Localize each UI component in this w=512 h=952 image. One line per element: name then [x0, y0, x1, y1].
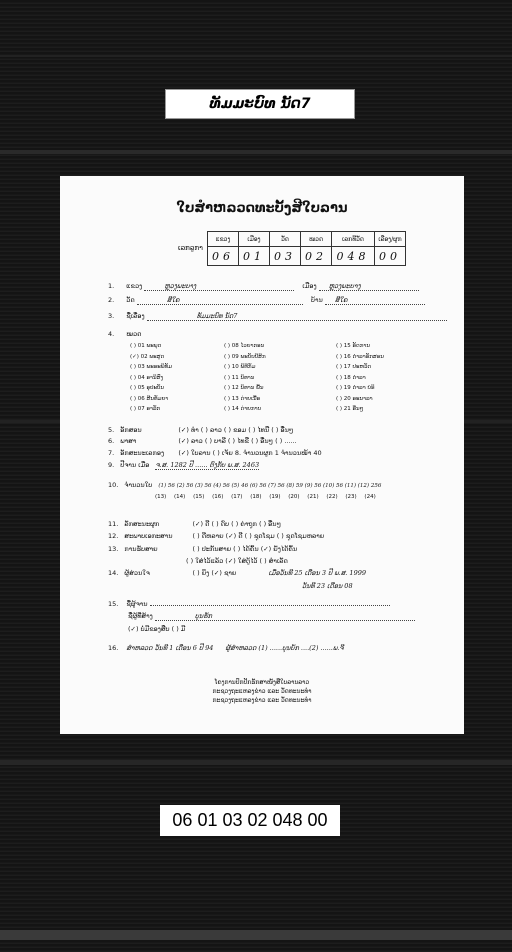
category-option: ( ) 18 ດໍາລາ — [336, 374, 366, 381]
category-option: ( ) 09 ພະບັບບີສິກ — [224, 353, 266, 360]
category-label: ໝວດ — [126, 330, 142, 338]
row-condition — [108, 532, 324, 540]
surveyor-names: ຜູ້ສຳຫລວດ (1) ......ບຸນບັກ ....(2) ......ພ.ຈີ — [225, 644, 344, 652]
script-label: ອັກສອນ — [120, 426, 142, 434]
sponsor-value: ບຸນຮັກ — [155, 612, 415, 621]
script-options: (✓) ທຳ ( ) ລາວ ( ) ຂອມ ( ) ໄທນື ( ) ອື່ນໆ — [178, 426, 294, 434]
footer-line: ກະຊວງຖະແຫລງຂ່າວ ແລະ ວັດທະນະທຳ — [212, 688, 312, 695]
language-label: ພາສາ — [120, 437, 137, 445]
code-digit-cell: 00 — [375, 247, 406, 266]
village-label: ບ້ານ — [310, 296, 323, 304]
province-label: ແຂວງ — [126, 282, 143, 290]
writer-value-line — [150, 605, 390, 606]
code-header-cell: ວັດ — [270, 232, 301, 247]
row-number: 11. — [108, 520, 119, 528]
row-leaf-count — [108, 481, 381, 489]
row-caretaker — [108, 569, 366, 577]
category-option: (✓) 02 ພະສູດ — [130, 353, 165, 360]
code-header-cell: ເລກທີວັດ — [332, 232, 375, 247]
code-header-cell: ເມືອງ — [239, 232, 270, 247]
row-number: 1. — [108, 282, 115, 290]
bundle-type-label: ລັກສະນະຜູກ — [124, 520, 160, 528]
code-digit-cell: 048 — [332, 247, 375, 266]
category-option: ( ) 15 ອັດການ — [336, 343, 370, 349]
category-column-2 — [224, 341, 334, 415]
footer-line: ໂຄງການປົກປັກຮັກສາໜັງສືໃບລານລາວ — [214, 679, 310, 686]
code-digit-cell: 06 — [208, 247, 239, 266]
temple-value: ສີໃຄ — [137, 296, 303, 305]
row-number: 6. — [108, 437, 115, 445]
category-option: ( ) 16 ດໍາລາອັກສອນ — [336, 353, 384, 360]
row-number: 4. — [108, 330, 115, 338]
code-digits-row — [208, 247, 406, 266]
category-option: ( ) 08 ໄວຍາກອນ — [224, 343, 265, 349]
row-number: 2. — [108, 296, 115, 304]
row-bundle-type — [108, 520, 281, 528]
row-temple — [108, 296, 425, 305]
village-value: ສີໃຄ — [325, 296, 425, 305]
province-value: ຫຼວງພະບາງ — [144, 282, 294, 291]
footer-line: ກະຊວງຖະແຫລງຂ່າວ ແລະ ວັດທະນະທຳ — [212, 697, 312, 704]
district-label: ເມືອງ — [302, 282, 317, 290]
code-header-row — [208, 232, 406, 247]
code-digit-cell: 01 — [239, 247, 270, 266]
row-number: 9. — [108, 461, 115, 469]
code-digit-cell: 03 — [270, 247, 301, 266]
category-option: ( ) 21 ອື່ນໆ — [336, 406, 364, 412]
material-label: ອັກສະນະເລກອງ — [120, 449, 165, 457]
category-option: ( ) 07 ອາລັກ — [130, 406, 161, 412]
condition-label: ສະພາບເອກະສານ — [124, 532, 173, 540]
preservation-options-2: ( ) ໃສ່ໄວ້ແລ້ວ (✓) ໃສ່ຕູ້ໄວ້ ( ) ສຳເລັດ — [186, 557, 288, 565]
row-category — [108, 330, 141, 338]
preservation-label: ການຮັບສາຍ — [124, 545, 158, 553]
date-written-value: ຈ.ສ. 1282 ປີ ...... ຕົງກັບ ພ.ສ. 2463 — [155, 461, 260, 469]
form-title: ໃບສຳຫລວດທະບັ້ງສີໃບລານ — [176, 201, 348, 216]
row-number: 12. — [108, 532, 119, 540]
category-option: ( ) 05 ອຸປະບັນ — [130, 385, 164, 391]
code-table — [207, 231, 406, 266]
category-option: ( ) 01 ພະພຸດ — [130, 343, 162, 349]
writer-label: ຊື່ຜູ້ຈານ — [126, 600, 148, 608]
category-option: ( ) 03 ພະອະພິທັມ — [130, 364, 172, 370]
category-option: ( ) 04 ອານິສົງ — [130, 374, 164, 381]
row-writer — [108, 600, 390, 608]
row-province — [108, 282, 419, 291]
row-date-written — [108, 461, 259, 470]
category-column-3 — [336, 341, 446, 415]
code-header-cell: ໝວດ — [301, 232, 332, 247]
survey-date: ສຳຫລວດ ວັນທີ 1 ເດືອນ 6 ປີ 94 — [126, 644, 214, 652]
survey-form-sheet — [60, 176, 464, 734]
row-number: 16. — [108, 644, 119, 652]
row-number: 14. — [108, 569, 119, 577]
row-preservation — [108, 545, 297, 553]
story-title-label: ຊື່ເລື່ອງ — [126, 312, 145, 320]
caretaker-date: ເມື່ອວັນທີ 25 ເດືອນ 3 ປີ ພ.ສ. 1999 — [268, 569, 366, 577]
row-number: 13. — [108, 545, 119, 553]
leaf-count-label: ຈຳນວນໃບ — [124, 481, 153, 489]
top-title-label: ທັມມະບົທ ນັດ7 — [165, 89, 355, 119]
preservation-options: ( ) ປະກັນສາຍ ( ) ໄດ້ຄົ້ນ (✓) ຍັງໄດ້ຄົ້ນ — [192, 545, 298, 553]
row-material — [108, 449, 322, 457]
language-options: (✓) ລາວ ( ) ບາລີ ( ) ໄທຂື ( ) ອື່ນໆ ( ) ...... — [178, 437, 297, 445]
row-number: 7. — [108, 449, 115, 457]
category-option: ( ) 10 ພິທີກັມ — [224, 364, 256, 370]
row-number: 10. — [108, 481, 119, 489]
caretaker-options: ( ) ຍິງ (✓) ຊາຍ — [192, 569, 237, 577]
category-option: ( ) 19 ດໍາລາ ບໍຣິ — [336, 385, 375, 391]
code-header-cell: ແຂວງ — [208, 232, 239, 247]
district-value: ຫຼວງພະບາງ — [319, 282, 419, 291]
story-title-value: ທັມມະບົທ ນັດ7 — [147, 312, 447, 321]
category-option: ( ) 14 ດ່າຍກາບ — [224, 406, 262, 412]
category-option: ( ) 13 ດ່າຍເນື້ອ — [224, 395, 261, 402]
category-option: ( ) 12 ນິທານ ພື້ນ — [224, 385, 264, 391]
code-header-cell: ເລືອງ/ຜູກ — [375, 232, 406, 247]
bundle-type-options: (✓) ດີ ( ) ດົບ ( ) ຄ່າຖຸກ ( ) ອື່ນໆ — [192, 520, 281, 528]
material-options: (✓) ໃບລານ ( ) ເຈ້ຍ 8. ຈຳນວນຜູກ 1 ຈຳນວນໜ້າ 40 — [178, 449, 322, 457]
bottom-code-label: 06 01 03 02 048 00 — [160, 805, 340, 836]
row-survey — [108, 644, 343, 652]
temple-label: ວັດ — [126, 296, 135, 304]
code-label: ເລກລູກາ — [178, 244, 203, 252]
caretaker-date-2: ວັນທີ 23 ເດືອນ 08 — [302, 582, 353, 590]
leaf-count-value: (1) 56 (2) 56 (3) 56 (4) 56 (5) 46 (6) 56 (7) 56 (8) 59 (9) 56 (10) 56 (11) (12) 256 — [158, 483, 382, 489]
category-option: ( ) 17 ປະຫວັດ — [336, 364, 372, 370]
row-number: 5. — [108, 426, 115, 434]
caretaker-label: ຜູ້ສ່ວນໃຈ — [124, 569, 150, 577]
category-option: ( ) 20 ອະນາລາ — [336, 395, 373, 402]
row-number: 3. — [108, 312, 115, 320]
sponsor-label: ຊື່ຜູ້ທີ່ສ້າງ — [128, 612, 153, 620]
category-option: ( ) 11 ນິທານ — [224, 374, 255, 381]
sponsor-options: (✓) ບໍ່ມີຂອງສືບ ( ) ມີ — [128, 625, 186, 633]
row-script — [108, 426, 293, 434]
category-option: ( ) 06 ສີນທັມຍາ — [130, 395, 169, 402]
leaf-count-bundles: (13) (14) (15) (16) (17) (18) (19) (20) (21) (22) (23) (24) — [155, 494, 376, 500]
condition-options: ( ) ດີຫລາຍ (✓) ດີ ( ) ຊຸດໂຊມ ( ) ຊຸດໂຊມຫລາຍ — [192, 532, 325, 540]
code-digit-cell: 02 — [301, 247, 332, 266]
date-written-label: ປີຈານ ເມື່ອ — [120, 461, 150, 469]
row-story-title — [108, 312, 447, 321]
form-footer — [60, 678, 464, 705]
row-number: 15. — [108, 600, 119, 608]
row-language — [108, 437, 297, 445]
row-sponsor — [128, 612, 415, 621]
